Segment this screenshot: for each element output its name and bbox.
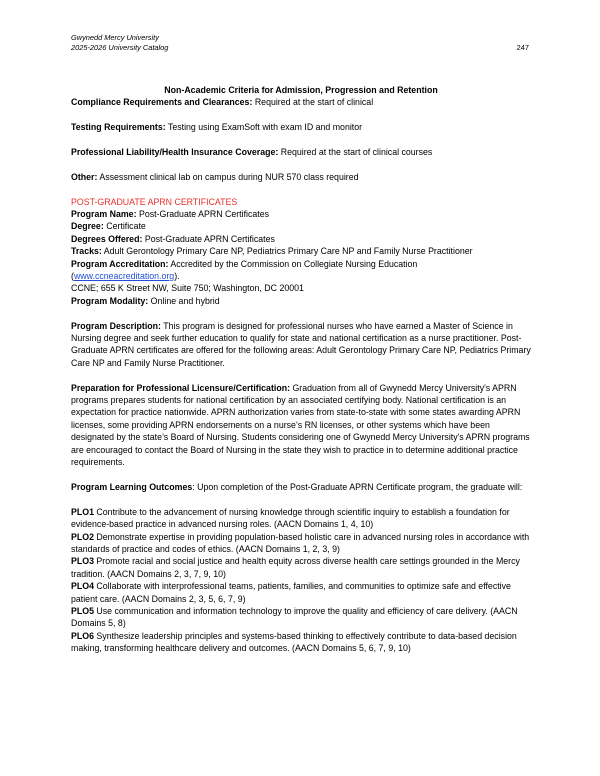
field-value: Certificate (103, 221, 146, 232)
field-label: Degrees Offered: (71, 233, 143, 244)
plo-id: PLO5 (71, 605, 94, 616)
field-value: Post-Graduate APRN Certificates (142, 233, 275, 244)
field-label: Tracks: (71, 246, 102, 257)
criteria-insurance (71, 146, 531, 158)
plo-id: PLO2 (71, 531, 94, 542)
page-title: Non-Academic Criteria for Admission, Progression and Retention (164, 85, 438, 95)
program-offered (71, 233, 531, 245)
program-accreditation (71, 258, 531, 270)
plo-item (71, 531, 531, 556)
section-heading: POST-GRADUATE APRN CERTIFICATES (71, 196, 238, 207)
accreditation-link[interactable]: www.ccneacreditation.org (73, 271, 175, 282)
field-label: Degree: (71, 221, 104, 232)
plo-id: PLO3 (71, 556, 94, 567)
licensure-paragraph (71, 382, 531, 469)
page-content (71, 84, 531, 655)
plo-id: PLO4 (71, 581, 94, 592)
plo-item (71, 506, 531, 531)
criteria-label: Compliance Requirements and Clearances: (71, 97, 253, 108)
program-degree (71, 220, 531, 232)
program-tracks (71, 245, 531, 257)
plo-item (71, 630, 531, 655)
page-number: 247 (516, 43, 529, 52)
plo-text: Demonstrate expertise in providing population-based holistic care in advanced nursing roles in accordance with standards of practice and codes of ethics. (AACN Domains 1, 2, 3, 9) (71, 531, 530, 554)
plo-item (71, 605, 531, 630)
header-university: Gwynedd Mercy University (71, 33, 159, 42)
plo-text: Collaborate with interprofessional teams, patients, families, and communities to optimize safe and effective patient care. (AACN Domains 2, 3, 5, 6, 7, 9) (71, 581, 511, 604)
outcomes-text: : Upon completion of the Post-Graduate APRN Certificate program, the graduate will: (192, 481, 523, 492)
outcomes-intro (71, 481, 531, 493)
program-name (71, 208, 531, 220)
licensure-text: Graduation from all of Gwynedd Mercy University's APRN programs prepares students for national certification by an associated certifying body. National certification is an expectation for practice nationwide. APRN authorization varies from state-to-state with some states awarding APRN licenses, some providing APRN endorsements on a nurse’s RN licenses, or other systems which have been designated by the state’s Board of Nursing. Students considering one of Gwynedd Mercy University's APRN programs are encouraged to contact the Board of Nursing in the state they wish to practice in to determine additional practice requirements. (71, 382, 530, 468)
plo-item (71, 555, 531, 580)
field-label: Program Name: (71, 209, 137, 219)
criteria-text: Testing using ExamSoft with exam ID and monitor (165, 122, 363, 133)
plo-item (71, 580, 531, 605)
plo-text: Promote racial and social justice and health equity across diverse health care settings grounded in the Mercy tradition. (AACN Domains 2, 3, 7, 9, 10) (71, 556, 520, 579)
plo-id: PLO1 (71, 506, 94, 517)
criteria-testing (71, 121, 531, 133)
field-value: Post-Graduate APRN Certificates (136, 209, 270, 219)
plo-text: Use communication and information technology to improve the quality and efficiency of care delivery. (AACN Domains 5, 8) (71, 605, 518, 629)
program-modality (71, 295, 531, 307)
criteria-text: Assessment clinical lab on campus during NUR 570 class required (97, 171, 359, 182)
header-catalog: 2025-2026 University Catalog (71, 43, 169, 52)
criteria-label: Other: (71, 171, 98, 182)
criteria-compliance (71, 96, 531, 108)
accreditation-link-line: (www.ccneacreditation.org). (71, 271, 180, 282)
field-label: Program Modality: (71, 295, 149, 306)
criteria-text: Required at the start of clinical courses (278, 147, 433, 157)
description-label: Program Description: (71, 320, 161, 331)
plo-text: Contribute to the advancement of nursing knowledge through scientific inquiry to establish a foundation for evidence-based practice in advanced nursing roles. (AACN Domains 1, 4, 10) (71, 506, 510, 530)
field-value: Accredited by the Commission on Collegiate Nursing Education (168, 258, 418, 269)
criteria-label: Testing Requirements: (71, 122, 166, 133)
field-value: Online and hybrid (148, 295, 220, 306)
program-description (71, 320, 531, 370)
licensure-label: Preparation for Professional Licensure/Certification: (71, 382, 290, 393)
criteria-text: Required at the start of clinical (252, 97, 374, 108)
accreditation-address: CCNE; 655 K Street NW, Suite 750; Washington, DC 20001 (71, 283, 304, 294)
plo-id: PLO6 (71, 630, 94, 641)
plo-text: Synthesize leadership principles and systems-based thinking to effectively contribute to data-based decision making, transforming healthcare delivery and outcomes. (AACN Domains 5, 6, 7, 9, 10) (71, 630, 517, 654)
description-text: This program is designed for professional nurses who have earned a Master of Science in Nursing degree and seek further education to qualify for state and national certification as a nurse practitioner. Post-Graduate APRN certificates are offered for the following areas: Adult Gerontology Primary Care NP, Pediatrics Primary Care NP and Family Nurse Practitioner. (71, 320, 531, 368)
field-value: Adult Gerontology Primary Care NP, Pediatrics Primary Care NP and Family Nurse Practitioner (101, 246, 473, 257)
outcomes-label: Program Learning Outcomes (71, 481, 193, 492)
criteria-label: Professional Liability/Health Insurance Coverage: (71, 147, 279, 157)
criteria-other (71, 171, 531, 183)
field-label: Program Accreditation: (71, 258, 169, 269)
